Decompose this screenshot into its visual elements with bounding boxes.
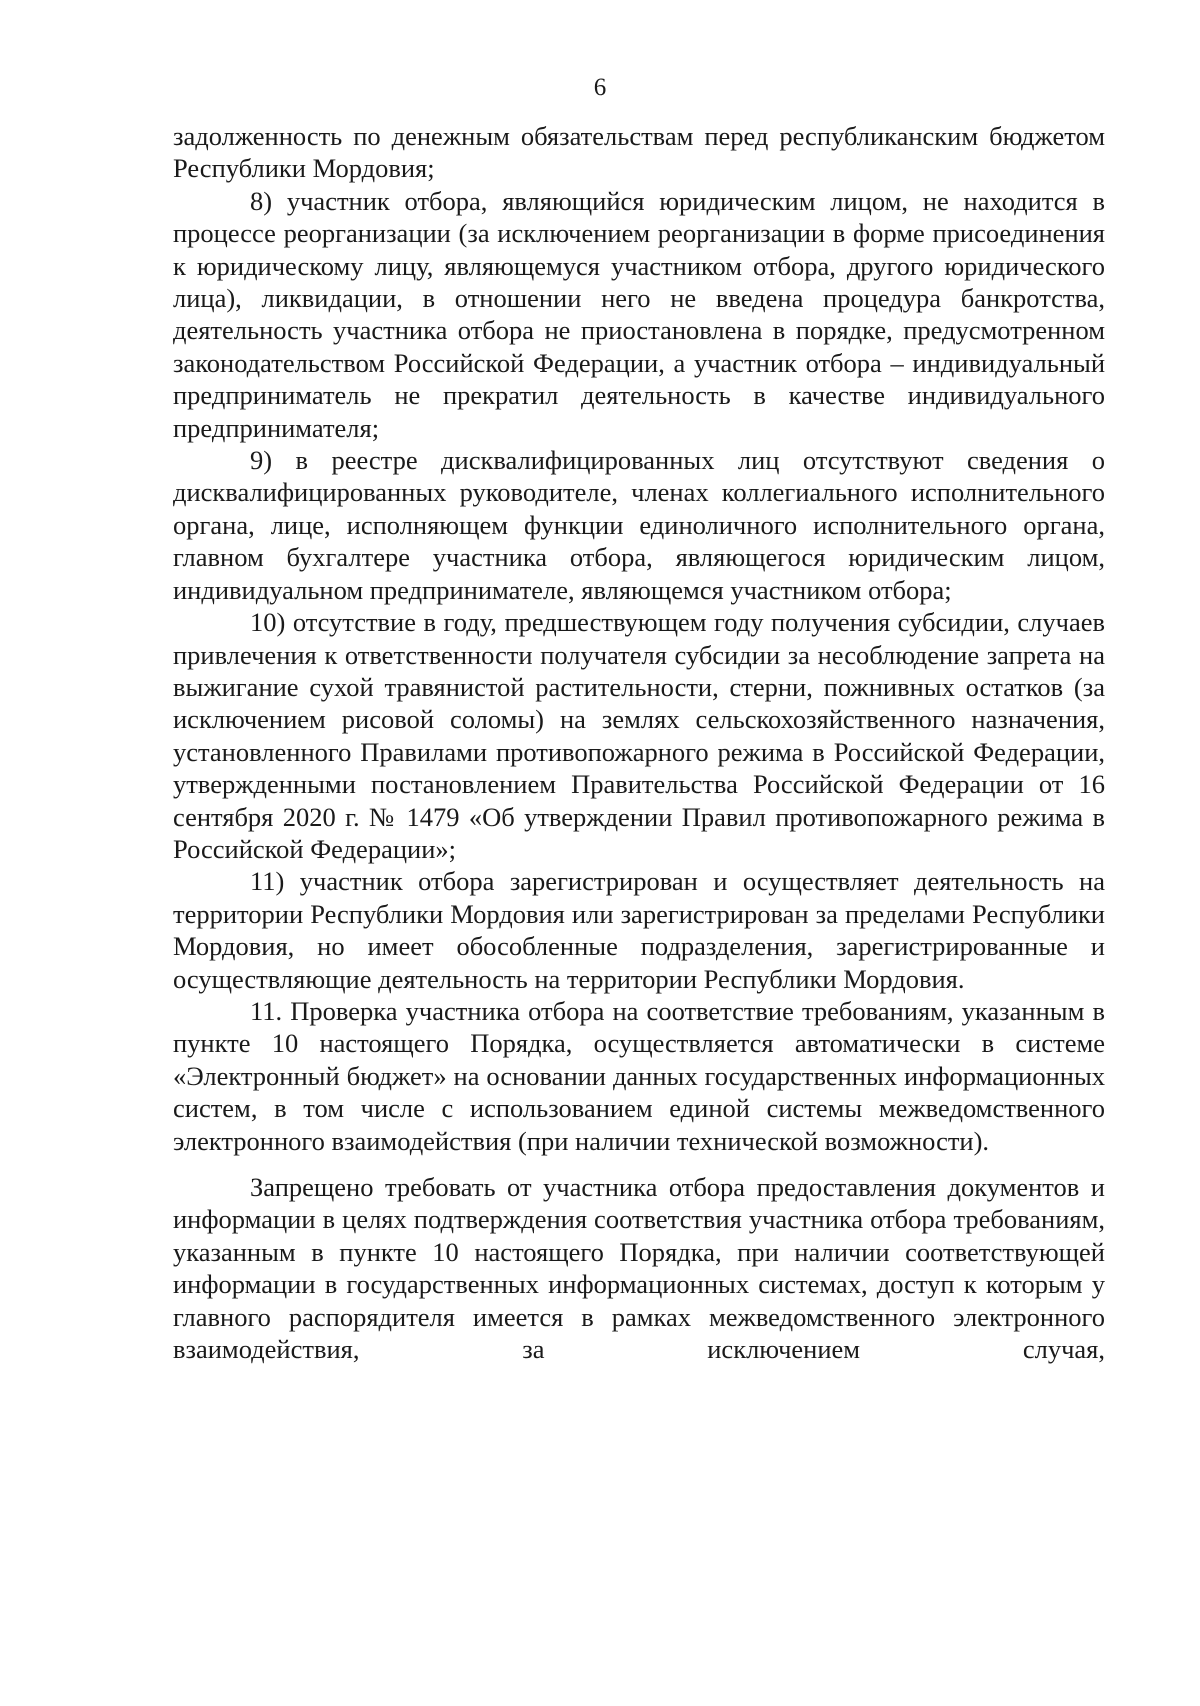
paragraph-item-11: 11) участник отбора зарегистрирован и осуществляет деятельность на территории Республики Мордовия или зарегистрирован за пределами Республики Мордовия, но имеет обособленные подразделения, зарегистрированные и осуществляющие деятельность на территории Республики Мордовия. — [173, 866, 1105, 994]
paragraph-item-9: 9) в реестре дисквалифицированных лиц отсутствуют сведения о дисквалифицированных руководителе, членах коллегиального исполнительного органа, лице, исполняющем функции единоличного исполнительного органа, главном бухгалтере участника отбора, являющегося юридическим лицом, индивидуальном предпринимателе, являющемся участником отбора; — [173, 445, 1105, 605]
paragraph-section-11: 11. Проверка участника отбора на соответствие требованиям, указанным в пункте 10 настоящего Порядка, осуществляется автоматически в системе «Электронный бюджет» на основании данных государственных информационных систем, в том числе с использованием единой системы межведомственного электронного взаимодействия (при наличии технической возможности). — [173, 995, 1105, 1156]
page-number: 6 — [593, 74, 607, 101]
paragraph-item-8: 8) участник отбора, являющийся юридическим лицом, не находится в процессе реорганизации (за исключением реорганизации в форме присоединения к юридическому лицу, являющемуся участником отбора, другого юридического лица), ликвидации, в отношении него не введена процедура банкротства, деятельность участника отбора не приостановлена в порядке, предусмотренном законодательством Российской Федерации, а участник отбора – индивидуальный предприниматель не прекратил деятельность в качестве индивидуального предпринимателя; — [173, 185, 1105, 443]
paragraph-item-10: 10) отсутствие в году, предшествующем году получения субсидии, случаев привлечения к ответственности получателя субсидии за несоблюдение запрета на выжигание сухой травянистой растительности, стерни, пожнивных остатков (за исключением рисовой соломы) на землях сельскохозяйственного назначения, установленного Правилами противопожарного режима в Российской Федерации, утвержденными постановлением Правительства Российской Федерации от 16 сентября 2020 г. № 1479 «Об утверждении Правил противопожарного режима в Российской Федерации»; — [173, 607, 1105, 864]
document-body — [173, 120, 1105, 1365]
paragraph-prohibition: Запрещено требовать от участника отбора предоставления документов и информации в целях подтверждения соответствия участника отбора требованиям, указанным в пункте 10 настоящего Порядка, при наличии соответствующей информации в государственных информационных системах, доступ к которым у главного распорядителя имеется в рамках межведомственного электронного взаимодействия, за исключением случая, — [173, 1172, 1105, 1365]
paragraph-debt-continuation: задолженность по денежным обязательствам перед республиканским бюджетом Республики Мордовия; — [173, 121, 1105, 184]
